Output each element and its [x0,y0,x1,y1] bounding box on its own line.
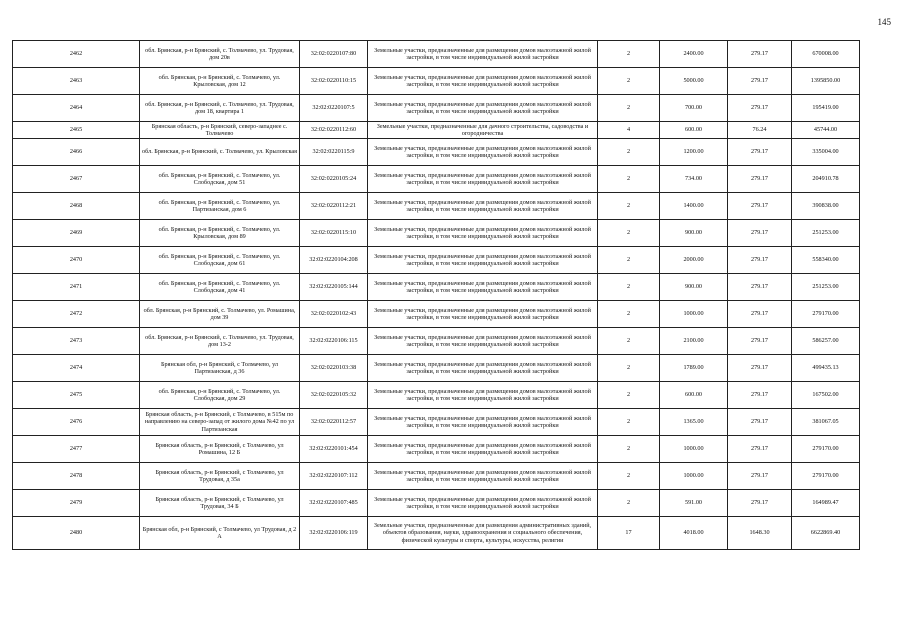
land-use-cell: Земельные участки, предназначенные для размещения домов малоэтажной жилой застройки, в том числе индивидуальной жилой застройки [368,95,598,122]
table-row [13,139,860,166]
use-group-cell: 2 [598,247,660,274]
row-number-cell: 2472 [13,301,140,328]
area-cell: 1200.00 [660,139,728,166]
row-number-cell: 2473 [13,328,140,355]
cadastral-value-cell: 251253.00 [792,220,860,247]
row-number-cell: 2477 [13,436,140,463]
cadastral-value-cell: 279170.00 [792,463,860,490]
cadastral-value-cell: 195419.00 [792,95,860,122]
use-group-cell: 2 [598,382,660,409]
table-row [13,355,860,382]
row-number-cell: 2462 [13,41,140,68]
area-cell: 2100.00 [660,328,728,355]
cadastral-value-cell: 499435.13 [792,355,860,382]
specific-value-cell: 279.17 [728,355,792,382]
specific-value-cell: 279.17 [728,166,792,193]
land-use-cell: Земельные участки, предназначенные для размещения домов малоэтажной жилой застройки, в том числе индивидуальной жилой застройки [368,41,598,68]
table-row [13,409,860,436]
table-row [13,41,860,68]
address-cell: обл. Брянская, р-н Брянский, с. Толмачево, ул. Трудовая, дом 13-2 [140,328,300,355]
land-use-cell: Земельные участки, предназначенные для размещения домов малоэтажной жилой застройки, в том числе индивидуальной жилой застройки [368,490,598,517]
cadastral-value-cell: 279170.00 [792,301,860,328]
specific-value-cell: 279.17 [728,463,792,490]
use-group-cell: 2 [598,328,660,355]
cadastral-number-cell: 32:02:0220115:9 [300,139,368,166]
cadastral-number-cell: 32:02:0220103:38 [300,355,368,382]
cadastral-value-cell: 335004.00 [792,139,860,166]
area-cell: 2000.00 [660,247,728,274]
use-group-cell: 2 [598,490,660,517]
specific-value-cell: 279.17 [728,220,792,247]
table-row [13,382,860,409]
specific-value-cell: 279.17 [728,436,792,463]
land-use-cell: Земельные участки, предназначенные для размещения домов малоэтажной жилой застройки, в том числе индивидуальной жилой застройки [368,193,598,220]
area-cell: 700.00 [660,95,728,122]
address-cell: обл. Брянская, р-н Брянский, с. Толмачево, ул. Слободская, дом 41 [140,274,300,301]
cadastral-number-cell: 32:02:0220110:15 [300,68,368,95]
cadastral-value-cell: 167502.00 [792,382,860,409]
address-cell: Брянская область, р-н Брянский, северо-западнее с. Толмачево [140,122,300,139]
page-number: 145 [877,17,891,27]
use-group-cell: 2 [598,220,660,247]
cadastral-value-cell: 279170.00 [792,436,860,463]
cadastral-value-cell: 6622869.40 [792,517,860,550]
row-number-cell: 2479 [13,490,140,517]
land-use-cell: Земельные участки, предназначенные для размещения домов малоэтажной жилой застройки, в том числе индивидуальной жилой застройки [368,382,598,409]
cadastral-number-cell: 32:02:0220105:32 [300,382,368,409]
use-group-cell: 2 [598,41,660,68]
address-cell: обл. Брянская, р-н Брянский, с. Толмачево, ул. Трудовая, дом 20в [140,41,300,68]
table-row [13,490,860,517]
specific-value-cell: 1648.30 [728,517,792,550]
use-group-cell: 2 [598,274,660,301]
area-cell: 900.00 [660,220,728,247]
specific-value-cell: 279.17 [728,382,792,409]
row-number-cell: 2467 [13,166,140,193]
table-row [13,463,860,490]
table-row [13,193,860,220]
address-cell: Брянская область, р-н Брянский, с Толмачево, ул Трудовая, 34 Б [140,490,300,517]
address-cell: обл. Брянская, р-н Брянский, с. Толмачево, ул. Слободская, дом 51 [140,166,300,193]
area-cell: 1000.00 [660,463,728,490]
specific-value-cell: 279.17 [728,41,792,68]
land-use-cell: Земельные участки, предназначенные для размещения домов малоэтажной жилой застройки, в том числе индивидуальной жилой застройки [368,355,598,382]
area-cell: 600.00 [660,122,728,139]
specific-value-cell: 279.17 [728,95,792,122]
address-cell: Брянская обл, р-н Брянский, с Толмачево, ул Трудовая, д 2 А [140,517,300,550]
specific-value-cell: 279.17 [728,274,792,301]
use-group-cell: 2 [598,463,660,490]
cadastral-number-cell: 32:02:0220106:115 [300,328,368,355]
cadastral-value-cell: 381067.05 [792,409,860,436]
address-cell: обл. Брянская, р-н Брянский, с. Толмачево, ул. Ромашина, дом 39 [140,301,300,328]
address-cell: обл. Брянская, р-н Брянский, с. Толмачево, ул. Крыловская [140,139,300,166]
land-use-cell: Земельные участки, предназначенные для размещения домов малоэтажной жилой застройки, в том числе индивидуальной жилой застройки [368,166,598,193]
row-number-cell: 2463 [13,68,140,95]
area-cell: 600.00 [660,382,728,409]
table-row [13,517,860,550]
land-use-cell: Земельные участки, предназначенные для размещения домов малоэтажной жилой застройки, в том числе индивидуальной жилой застройки [368,463,598,490]
area-cell: 1000.00 [660,436,728,463]
cadastral-number-cell: 32:02:0220107:5 [300,95,368,122]
table-row [13,122,860,139]
row-number-cell: 2469 [13,220,140,247]
land-use-cell: Земельные участки, предназначенные для размещения домов малоэтажной жилой застройки, в том числе индивидуальной жилой застройки [368,139,598,166]
cadastral-value-cell: 670008.00 [792,41,860,68]
area-cell: 1789.00 [660,355,728,382]
use-group-cell: 4 [598,122,660,139]
area-cell: 2400.00 [660,41,728,68]
specific-value-cell: 279.17 [728,328,792,355]
cadastral-value-cell: 586257.00 [792,328,860,355]
specific-value-cell: 279.17 [728,247,792,274]
cadastral-value-cell: 558340.00 [792,247,860,274]
use-group-cell: 2 [598,409,660,436]
address-cell: обл. Брянская, р-н Брянский, с. Толмачево, ул. Крыловская, дом 89 [140,220,300,247]
area-cell: 5000.00 [660,68,728,95]
land-use-cell: Земельные участки, предназначенные для размещения домов малоэтажной жилой застройки, в том числе индивидуальной жилой застройки [368,409,598,436]
row-number-cell: 2465 [13,122,140,139]
row-number-cell: 2471 [13,274,140,301]
specific-value-cell: 279.17 [728,68,792,95]
land-use-cell: Земельные участки, предназначенные для размещения домов малоэтажной жилой застройки, в том числе индивидуальной жилой застройки [368,436,598,463]
specific-value-cell: 279.17 [728,301,792,328]
table-row [13,247,860,274]
area-cell: 4018.00 [660,517,728,550]
table-row [13,301,860,328]
use-group-cell: 2 [598,68,660,95]
use-group-cell: 2 [598,166,660,193]
address-cell: обл. Брянская, р-н Брянский, с. Толмачево, ул. Крыловская, дом 12 [140,68,300,95]
cadastral-number-cell: 32:02:0220105:24 [300,166,368,193]
specific-value-cell: 279.17 [728,193,792,220]
address-cell: Брянская область, р-н Брянский, с Толмачево, в 515м по направлению на северо-запад от жилого дома №42 по ул Партизанская [140,409,300,436]
address-cell: Брянская область, р-н Брянский, с Толмачево, ул Ромашина, 12 Б [140,436,300,463]
row-number-cell: 2480 [13,517,140,550]
land-use-cell: Земельные участки, предназначенные для размещения домов малоэтажной жилой застройки, в том числе индивидуальной жилой застройки [368,301,598,328]
cadastral-number-cell: 32:02:0220107:80 [300,41,368,68]
cadastral-number-cell: 32:02:0220107:485 [300,490,368,517]
address-cell: обл. Брянская, р-н Брянский, с. Толмачево, ул. Слободская, дом 61 [140,247,300,274]
land-use-cell: Земельные участки, предназначенные для размещения домов малоэтажной жилой застройки, в том числе индивидуальной жилой застройки [368,328,598,355]
use-group-cell: 2 [598,95,660,122]
cadastral-value-cell: 390838.00 [792,193,860,220]
cadastral-value-cell: 45744.00 [792,122,860,139]
cadastral-value-cell: 204910.78 [792,166,860,193]
area-cell: 1400.00 [660,193,728,220]
row-number-cell: 2466 [13,139,140,166]
address-cell: обл. Брянская, р-н Брянский, с. Толмачево, ул. Слободская, дом 29 [140,382,300,409]
row-number-cell: 2468 [13,193,140,220]
land-use-cell: Земельные участки, предназначенные для размещения домов малоэтажной жилой застройки, в том числе индивидуальной жилой застройки [368,247,598,274]
row-number-cell: 2475 [13,382,140,409]
specific-value-cell: 76.24 [728,122,792,139]
address-cell: обл. Брянская, р-н Брянский, с. Толмачево, ул. Трудовая, дом 18, квартира 1 [140,95,300,122]
cadastral-value-cell: 164989.47 [792,490,860,517]
area-cell: 900.00 [660,274,728,301]
land-use-cell: Земельные участки, предназначенные для размещения домов малоэтажной жилой застройки, в том числе индивидуальной жилой застройки [368,274,598,301]
row-number-cell: 2470 [13,247,140,274]
cadastral-number-cell: 32:02:0220102:43 [300,301,368,328]
row-number-cell: 2474 [13,355,140,382]
table-row [13,68,860,95]
cadastral-number-cell: 32:02:0220107:112 [300,463,368,490]
land-use-cell: Земельные участки, предназначенные для дачного строительства, садоводства и огородничества [368,122,598,139]
cadastral-number-cell: 32:02:0220105:144 [300,274,368,301]
table-row [13,95,860,122]
row-number-cell: 2476 [13,409,140,436]
row-number-cell: 2464 [13,95,140,122]
cadastral-register-table [12,40,860,550]
use-group-cell: 2 [598,355,660,382]
use-group-cell: 2 [598,301,660,328]
cadastral-value-cell: 251253.00 [792,274,860,301]
use-group-cell: 2 [598,139,660,166]
area-cell: 591.00 [660,490,728,517]
table-row [13,220,860,247]
land-use-cell: Земельные участки, предназначенные для размещения административных зданий, объектов образования, науки, здравоохранения и социального обеспечения, физической культуры и спорта, культуры, искусства, религии [368,517,598,550]
table-row [13,328,860,355]
row-number-cell: 2478 [13,463,140,490]
cadastral-number-cell: 32:02:0220101:454 [300,436,368,463]
cadastral-number-cell: 32:02:0220112:21 [300,193,368,220]
cadastral-number-cell: 32:02:0220115:10 [300,220,368,247]
register-body [13,41,860,550]
use-group-cell: 2 [598,436,660,463]
address-cell: Брянская область, р-н Брянский, с Толмачево, ул Трудовая, д 35а [140,463,300,490]
cadastral-number-cell: 32:02:0220112:57 [300,409,368,436]
specific-value-cell: 279.17 [728,139,792,166]
cadastral-number-cell: 32:02:0220112:60 [300,122,368,139]
specific-value-cell: 279.17 [728,490,792,517]
address-cell: Брянская обл, р-н Брянский, с Толмачево, ул Партизанская, д 36 [140,355,300,382]
area-cell: 1000.00 [660,301,728,328]
table-row [13,436,860,463]
cadastral-number-cell: 32:02:0220104:208 [300,247,368,274]
land-use-cell: Земельные участки, предназначенные для размещения домов малоэтажной жилой застройки, в том числе индивидуальной жилой застройки [368,220,598,247]
address-cell: обл. Брянская, р-н Брянский, с. Толмачево, ул. Партизанская, дом 6 [140,193,300,220]
cadastral-number-cell: 32:02:0220106:119 [300,517,368,550]
specific-value-cell: 279.17 [728,409,792,436]
table-row [13,166,860,193]
area-cell: 734.00 [660,166,728,193]
use-group-cell: 17 [598,517,660,550]
cadastral-value-cell: 1395850.00 [792,68,860,95]
table-row [13,274,860,301]
use-group-cell: 2 [598,193,660,220]
land-use-cell: Земельные участки, предназначенные для размещения домов малоэтажной жилой застройки, в том числе индивидуальной жилой застройки [368,68,598,95]
area-cell: 1365.00 [660,409,728,436]
